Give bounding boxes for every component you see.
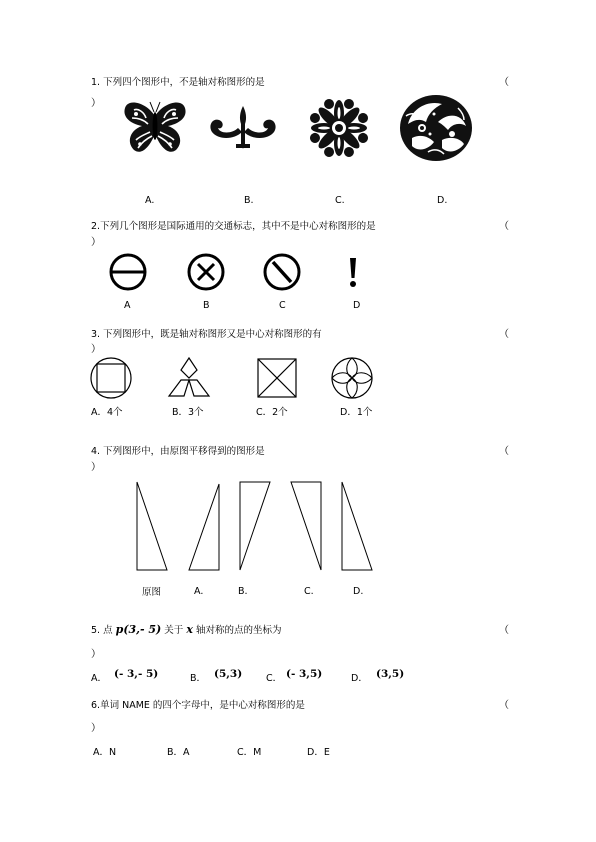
triangle-option-d-figure — [340, 480, 374, 572]
q4-option-a[interactable]: A. — [194, 586, 204, 597]
traffic-sign-b-figure — [185, 252, 227, 292]
q5-option-b-value: (5,3) — [214, 668, 243, 680]
q2-option-c[interactable]: C — [279, 300, 286, 311]
traffic-sign-d-figure — [343, 256, 363, 290]
q6-option-d[interactable]: D．E — [307, 747, 330, 758]
q3-paren-open: （ — [499, 329, 509, 340]
q4-option-d[interactable]: D. — [353, 586, 364, 597]
q5-option-c-value: (- 3,5) — [286, 668, 323, 680]
q6-option-b[interactable]: B．A — [167, 747, 190, 758]
flower-medallion-figure — [305, 96, 373, 160]
square-with-diagonals-figure — [256, 357, 298, 399]
three-rhombus-figure — [166, 356, 212, 400]
q5-stem-suffix: 轴对称的点的坐标为 — [195, 625, 282, 636]
q1-option-b[interactable]: B. — [244, 195, 254, 206]
q5-paren-open: （ — [499, 625, 509, 636]
q4-paren-close: ） — [91, 462, 101, 473]
original-triangle-figure — [135, 480, 169, 572]
q4-option-b[interactable]: B. — [238, 586, 248, 597]
q5-option-d-letter[interactable]: D． — [351, 673, 368, 684]
q3-option-a[interactable]: A．4个 — [91, 407, 123, 418]
q1-option-d[interactable]: D. — [437, 195, 448, 206]
q5-option-d-value: (3,5) — [376, 668, 405, 680]
triangle-option-b-figure — [238, 480, 272, 572]
anchor-ornament-figure — [206, 104, 280, 152]
q4-stem: 4. 下列图形中，由原图平移得到的图形是 — [91, 446, 265, 457]
triangle-option-a-figure — [187, 482, 221, 572]
q2-option-d[interactable]: D — [353, 300, 361, 311]
circle-with-square-figure — [88, 356, 134, 400]
q5-point: p(3,- 5) — [115, 623, 162, 636]
q4-original-label: 原图 — [142, 587, 162, 598]
q5-option-a-value: (- 3,- 5) — [114, 668, 159, 680]
q2-option-b[interactable]: B — [203, 300, 210, 311]
q5-stem — [91, 622, 281, 636]
q6-paren-open: （ — [499, 700, 509, 711]
q6-paren-close: ） — [91, 723, 101, 734]
q4-paren-open: （ — [499, 446, 509, 457]
dragon-phoenix-figure — [398, 94, 474, 162]
q6-option-c[interactable]: C．M — [237, 747, 262, 758]
q5-option-a-letter[interactable]: A． — [91, 673, 107, 684]
q2-paren-open: （ — [499, 221, 509, 232]
circle-four-petals-figure — [329, 356, 375, 400]
q4-option-c[interactable]: C. — [304, 586, 314, 597]
q1-paren-open: （ — [499, 77, 509, 88]
q5-stem-prefix: 5. 点 — [91, 625, 113, 636]
q2-stem: 2.下列几个图形是国际通用的交通标志，其中不是中心对称图形的是 — [91, 221, 376, 232]
q2-option-a[interactable]: A — [124, 300, 131, 311]
q3-option-d[interactable]: D．1个 — [340, 407, 373, 418]
q3-option-c[interactable]: C．2个 — [256, 407, 288, 418]
q1-paren-close: ） — [91, 98, 101, 109]
q5-option-c-letter[interactable]: C． — [266, 673, 283, 684]
q1-option-c[interactable]: C. — [335, 195, 345, 206]
q5-option-b-letter[interactable]: B． — [190, 673, 207, 684]
q5-paren-close: ） — [91, 649, 101, 660]
q3-paren-close: ） — [91, 344, 101, 355]
triangle-option-c-figure — [289, 480, 323, 572]
q6-option-a[interactable]: A．N — [93, 747, 117, 758]
q3-option-b[interactable]: B．3个 — [172, 407, 204, 418]
q1-option-a[interactable]: A. — [145, 195, 155, 206]
q6-stem: 6.单词 NAME 的四个字母中，是中心对称图形的是 — [91, 700, 305, 711]
q3-stem: 3. 下列图形中，既是轴对称图形又是中心对称图形的有 — [91, 329, 322, 340]
q2-paren-close: ） — [91, 237, 101, 248]
q1-stem: 1. 下列四个图形中，不是轴对称图形的是 — [91, 77, 265, 88]
traffic-sign-c-figure — [261, 252, 303, 292]
q5-stem-mid: 关于 — [164, 625, 184, 636]
q5-axis-var: x — [186, 623, 193, 636]
traffic-sign-a-figure — [107, 252, 149, 292]
butterfly-figure — [122, 98, 188, 156]
